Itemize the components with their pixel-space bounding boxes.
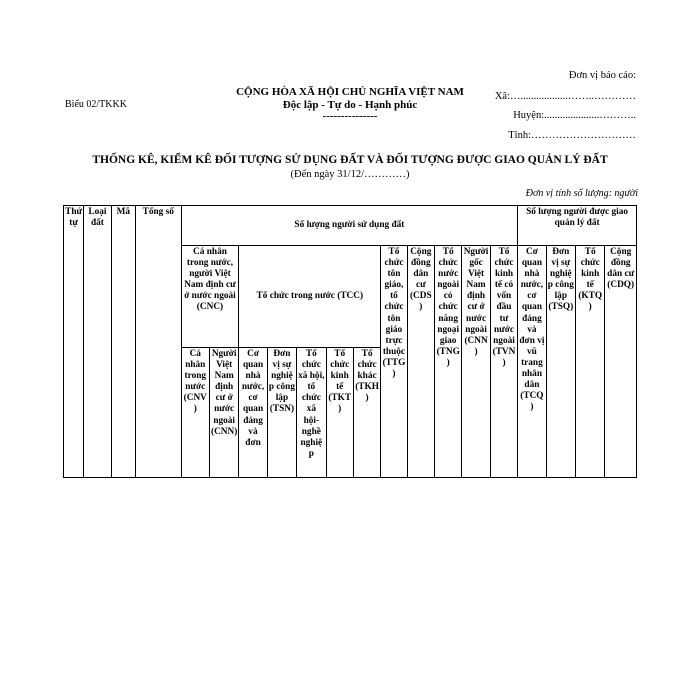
col-header-tng: Tổ chức nước ngoài có chức năng ngoại giao (TNG) [435,246,462,478]
page-subtitle: (Đến ngày 31/12/…………) [290,169,410,180]
province-line: Tỉnh:………………………… [508,130,636,141]
col-header-tsq: Đơn vị sự nghiệp công lập (TSQ) [546,246,575,478]
page-title: THỐNG KÊ, KIỂM KÊ ĐỐI TƯỢNG SỬ DỤNG ĐẤT VÀ ĐỐI TƯỢNG ĐƯỢC GIAO QUẢN LÝ ĐẤT [92,154,608,166]
form-code: Biểu 02/TKKK [65,99,127,110]
col-header-stt: Thứ tự [64,206,84,478]
col-header-tsn: Đơn vị sự nghiệp công lập (TSN) [267,348,296,478]
col-header-cds: Cộng đồng dân cư (CDS) [407,246,434,478]
nation-name: CỘNG HÒA XÃ HỘI CHỦ NGHĨA VIỆT NAM [236,86,464,98]
col-header-tcn: Cơ quan nhà nước, cơ quan đảng và đơn [239,348,267,478]
col-header-tcc: Tổ chức trong nước (TCC) [239,246,381,348]
unit-note: Đơn vị tính số lượng: người [525,188,638,199]
col-header-cnn: Người Việt Nam định cư ở nước ngoài (CNN) [209,348,238,478]
col-header-tkh: Tổ chức khác (TKH) [353,348,380,478]
col-header-cnv: Cá nhân trong nước (CNV) [181,348,209,478]
col-header-tkh-xh: Tổ chức xã hội, tổ chức xã hội-nghề nghiệp [297,348,326,478]
col-header-tong-so: Tổng số [135,206,181,478]
col-header-tkt: Tổ chức kinh tế (TKT) [326,348,353,478]
reporting-unit-label: Đơn vị báo cáo: [568,70,636,81]
national-header [200,86,500,121]
col-header-ma: Mã [111,206,135,478]
group-header-users: Số lượng người sử dụng đất [181,206,518,246]
separator: --------------- [322,110,378,122]
motto: Độc lập - Tự do - Hạnh phúc [282,99,418,111]
commune-line: Xã:…..................……..………… [494,91,636,102]
group-header-managers: Số lượng người được giao quản lý đất [518,206,637,246]
col-header-ktq: Tổ chức kinh tế (KTQ) [576,246,605,478]
district-line: Huyện:.....................……….. [513,110,636,121]
col-header-cnn-goc: Người gốc Việt Nam định cư ở nước ngoài (CNN) [462,246,490,478]
col-header-loai-dat: Loại đất [84,206,111,478]
col-header-cnc: Cá nhân trong nước, người Việt Nam định cư ở nước ngoài (CNC) [181,246,239,348]
col-header-cdq: Cộng đồng dân cư (CDQ) [605,246,637,478]
statistics-table [63,205,637,478]
col-header-ttg: Tổ chức tôn giáo, tổ chức tôn giáo trực thuộc (TTG) [381,246,407,478]
col-header-tvn: Tổ chức kinh tế có vốn đầu tư nước ngoài (TVN) [490,246,517,478]
col-header-tcq: Cơ quan nhà nước, cơ quan đảng và đơn vị vũ trang nhân dân (TCQ) [518,246,546,478]
